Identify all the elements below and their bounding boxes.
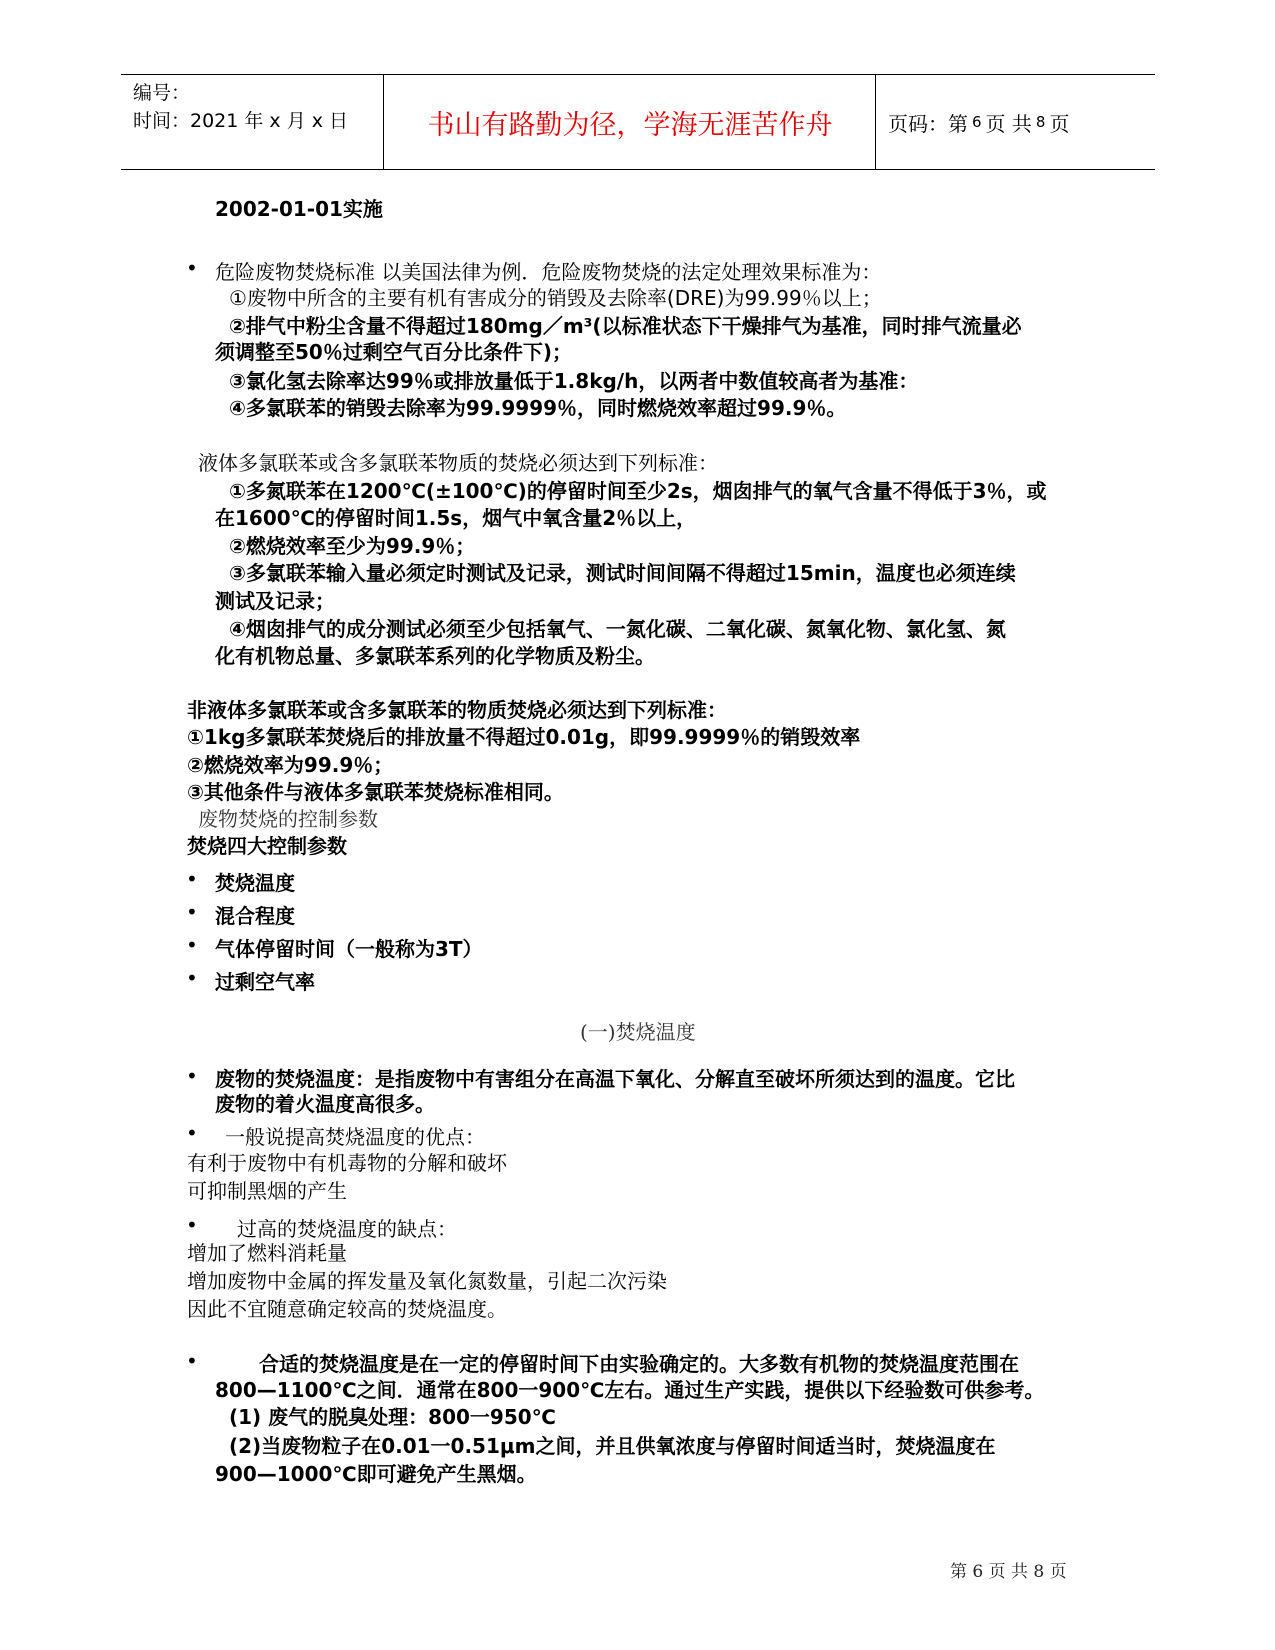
text-line: ④烟囱排气的成分测试必须至少包括氧气、一氮化碳、二氧化碳、氮氧化物、氯化氢、氮 xyxy=(229,617,1006,641)
list-item: 焚烧温度 xyxy=(215,871,295,895)
bullet-icon: • xyxy=(186,1121,198,1145)
bullet-icon: • xyxy=(186,933,198,957)
bullet-icon: • xyxy=(186,256,198,280)
text-line: 增加了燃料消耗量 xyxy=(187,1241,347,1265)
page-number: 6 xyxy=(972,113,982,131)
text-line: 因此不宜随意确定较高的焚烧温度。 xyxy=(187,1297,507,1321)
list-item: 气体停留时间（一般称为3T） xyxy=(215,937,483,961)
bullet-icon: • xyxy=(186,900,198,924)
number-label: 编号： xyxy=(133,82,191,104)
text-line: ②燃烧效率至少为99.9％； xyxy=(229,534,476,558)
text-line: ③氯化氢去除率达99％或排放量低于1.8kg/h，以两者中数值较高者为基准： xyxy=(229,369,919,393)
text-line: ②排气中粉尘含量不得超过180mg／m³(以标准状态下干燥排气为基准，同时排气流量必 xyxy=(229,314,1022,338)
text-line: 液体多氯联苯或含多氯联苯物质的焚烧必须达到下列标准： xyxy=(198,451,718,475)
text-line: 测试及记录； xyxy=(215,589,335,613)
text-line: ②燃烧效率为99.9％； xyxy=(187,753,394,777)
text-line: (1) 废气的脱臭处理：800一950℃ xyxy=(229,1405,556,1429)
text-line: 非液体多氯联苯或含多氯联苯的物质焚烧必须达到下列标准： xyxy=(187,698,727,722)
bullet-icon: • xyxy=(186,1213,198,1237)
section-heading: 废物焚烧的控制参数 xyxy=(198,807,378,831)
bullet-icon: • xyxy=(186,867,198,891)
text-line: 须调整至50％过剩空气百分比条件下)； xyxy=(215,340,572,364)
page-indicator: 页码：第 6 页 共 8 页 xyxy=(888,111,1070,136)
text-line: 900—1000℃即可避免产生黑烟。 xyxy=(215,1462,537,1486)
bullet-icon: • xyxy=(186,1064,198,1088)
page-total: 8 xyxy=(1035,113,1046,131)
text-line: 合适的焚烧温度是在一定的停留时间下由实验确定的。大多数有机物的焚烧温度范围在 xyxy=(259,1352,1019,1376)
text-line: ③多氯联苯输入量必须定时测试及记录，测试时间间隔不得超过15min，温度也必须连续 xyxy=(229,561,1016,585)
page-footer: 第 6 页 共 8 页 xyxy=(950,1562,1067,1582)
list-item: 混合程度 xyxy=(215,904,295,928)
text-line: ③其他条件与液体多氯联苯焚烧标准相同。 xyxy=(187,780,564,804)
text-line: 焚烧四大控制参数 xyxy=(187,834,347,858)
text-line: 过高的焚烧温度的缺点： xyxy=(237,1217,457,1241)
text-line: 可抑制黑烟的产生 xyxy=(187,1179,347,1203)
effective-date: 2002-01-01实施 xyxy=(215,197,383,221)
text-line: 化有机物总量、多氯联苯系列的化学物质及粉尘。 xyxy=(215,644,655,668)
text-line: 有利于废物中有机毒物的分解和破坏 xyxy=(187,1151,507,1175)
text-line: 在1600℃的停留时间1.5s，烟气中氧含量2％以上， xyxy=(215,506,697,530)
list-item: 过剩空气率 xyxy=(215,970,315,994)
text-line: ④多氯联苯的销毁去除率为99.9999％，同时燃烧效率超过99.9％。 xyxy=(229,396,847,420)
header-left-cell xyxy=(121,75,384,169)
text-line: ①废物中所含的主要有机有害成分的销毁及去除率(DRE)为99.99％以上； xyxy=(229,286,882,310)
date-label: 时间：2021 年 x 月 x 日 xyxy=(133,110,349,132)
text-line: (2)当废物粒子在0.01一0.51μm之间，并且供氧浓度与停留时间适当时，焚烧温度在 xyxy=(229,1434,996,1458)
motto: 书山有路勤为径，学海无涯苦作舟 xyxy=(385,75,876,169)
text-line: 一般说提高焚烧温度的优点： xyxy=(225,1125,485,1149)
text-line: 废物的着火温度高很多。 xyxy=(215,1092,435,1116)
text-line: 增加废物中金属的挥发量及氧化氮数量，引起二次污染 xyxy=(187,1269,667,1293)
section-heading: (一)焚烧温度 xyxy=(580,1020,696,1044)
bullet-icon: • xyxy=(186,966,198,990)
header-table xyxy=(121,74,1155,170)
bullet-icon: • xyxy=(186,1349,198,1373)
text-line: 废物的焚烧温度：是指废物中有害组分在高温下氧化、分解直至破坏所须达到的温度。它比 xyxy=(215,1067,1015,1091)
text-line: ①1kg多氯联苯焚烧后的排放量不得超过0.01g，即99.9999％的销毁效率 xyxy=(187,725,861,749)
text-line: ①多氮联苯在1200℃(±100℃)的停留时间至少2s，烟囱排气的氧气含量不得低于3％，或 xyxy=(229,479,1047,503)
standard-intro: 危险废物焚烧标准 以美国法律为例．危险废物焚烧的法定处理效果标准为： xyxy=(215,260,882,284)
text-line: 800—1100℃之间．通常在800一900℃左右。通过生产实践，提供以下经验数可供参考。 xyxy=(215,1378,1045,1402)
